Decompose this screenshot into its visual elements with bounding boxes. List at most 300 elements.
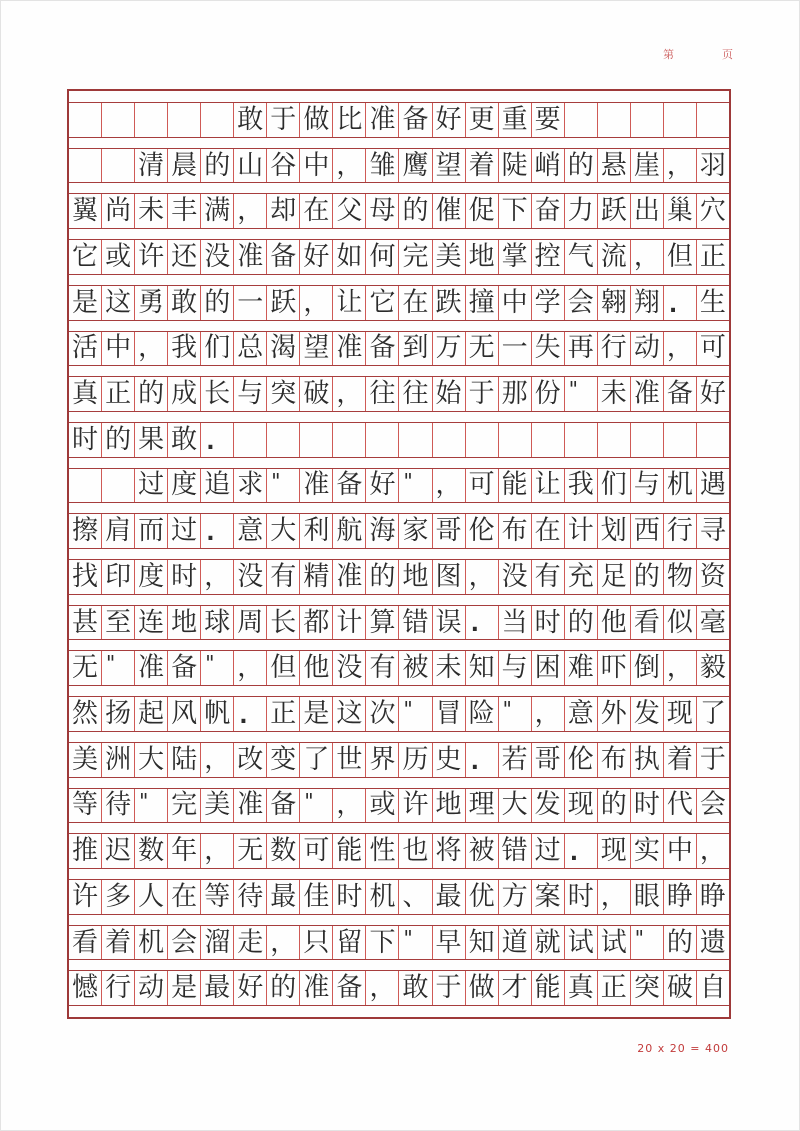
- grid-cell: [663, 194, 696, 228]
- handwritten-character: 气: [567, 241, 594, 273]
- handwritten-character: 往: [369, 378, 396, 410]
- handwritten-character: 算: [369, 607, 396, 638]
- grid-cell: [498, 423, 531, 457]
- grid-cell: [200, 651, 233, 685]
- grid-cell: [266, 194, 299, 228]
- grid-cell: [696, 377, 729, 411]
- grid-cell: [134, 606, 167, 640]
- row-gap: [69, 594, 729, 606]
- grid-cell: [597, 789, 630, 823]
- grid-cell: [597, 149, 630, 183]
- grid-cell: [663, 880, 696, 914]
- handwritten-character: 的: [369, 561, 396, 593]
- handwritten-character: 可: [699, 333, 726, 364]
- handwritten-character: 当: [501, 607, 528, 638]
- grid-cell: [200, 880, 233, 914]
- grid-cell: [299, 560, 332, 594]
- handwritten-character: 机: [369, 881, 396, 913]
- handwritten-character: 许: [138, 241, 165, 273]
- handwritten-character: 迟: [105, 835, 132, 867]
- grid-cell: [597, 332, 630, 366]
- grid-cell: [167, 926, 200, 960]
- grid-cell: [398, 971, 431, 1005]
- handwritten-character: 资: [699, 561, 726, 593]
- grid-cell: [465, 560, 498, 594]
- grid-cell: [398, 789, 431, 823]
- grid-cell: [663, 697, 696, 731]
- handwritten-character: 但: [270, 652, 297, 684]
- grid-cell: [101, 377, 134, 411]
- grid-cell: [498, 332, 531, 366]
- grid-cell: [498, 606, 531, 640]
- handwritten-character: 行: [105, 972, 132, 1004]
- grid-cell: [597, 743, 630, 777]
- handwritten-character: 敢: [171, 424, 198, 456]
- grid-cell: [69, 651, 101, 685]
- handwritten-character: 发: [633, 698, 660, 730]
- handwritten-character: 试: [600, 927, 627, 958]
- handwritten-character: 下: [369, 927, 396, 958]
- grid-cell: [498, 971, 531, 1005]
- handwritten-character: 都: [303, 607, 330, 638]
- handwritten-character: 优: [468, 881, 495, 913]
- grid-cell: [266, 240, 299, 274]
- grid-cell: [465, 926, 498, 960]
- grid-cell: [167, 697, 200, 731]
- handwritten-character: ，: [666, 150, 693, 181]
- handwritten-character: 准: [303, 972, 330, 1004]
- grid-cell: [299, 514, 332, 548]
- grid-cell: [200, 606, 233, 640]
- grid-cell: [398, 834, 431, 868]
- grid-cell: [332, 149, 365, 183]
- handwritten-character: 然: [72, 698, 99, 730]
- handwritten-character: 正: [270, 698, 297, 730]
- grid-cell: [663, 834, 696, 868]
- handwritten-character: 却: [270, 195, 297, 227]
- handwritten-character: 备: [336, 972, 363, 1004]
- grid-cell: [69, 286, 101, 320]
- grid-cell: [365, 789, 398, 823]
- grid-cell: [266, 971, 299, 1005]
- grid-cell: [101, 514, 134, 548]
- grid-cell: [299, 469, 332, 503]
- grid-cell: [101, 240, 134, 274]
- row-gap: [69, 639, 729, 651]
- grid-cell: [630, 469, 663, 503]
- handwritten-character: 准: [303, 470, 330, 501]
- handwritten-character: 的: [666, 927, 693, 958]
- handwritten-character: 流: [600, 241, 627, 273]
- handwritten-character: 的: [567, 150, 594, 181]
- grid-cell: [597, 514, 630, 548]
- grid-cell: [167, 469, 200, 503]
- grid-cell: [233, 743, 266, 777]
- grid-cell: [233, 971, 266, 1005]
- handwritten-character: 世: [336, 744, 363, 775]
- grid-cell: [365, 834, 398, 868]
- grid-cell: [398, 240, 431, 274]
- handwritten-character: 有: [270, 561, 297, 593]
- handwritten-character: .: [206, 520, 215, 547]
- grid-cell: [101, 743, 134, 777]
- handwritten-character: 让: [534, 470, 561, 501]
- grid-cell: [465, 606, 498, 640]
- handwritten-character: 被: [402, 652, 429, 684]
- grid-cell: [134, 789, 167, 823]
- handwritten-character: ，: [534, 698, 561, 730]
- handwritten-character: 万: [435, 333, 462, 364]
- handwritten-character: ，: [237, 195, 264, 227]
- grid-cell: [531, 651, 564, 685]
- grid-cell: [299, 240, 332, 274]
- grid-cell: [167, 514, 200, 548]
- handwritten-character: 等: [72, 790, 99, 821]
- handwritten-character: 更: [468, 104, 495, 136]
- handwritten-character: ": [403, 468, 413, 493]
- grid-cell: [465, 103, 498, 137]
- grid-cell: [69, 240, 101, 274]
- grid-cell: [398, 651, 431, 685]
- grid-cell: [696, 514, 729, 548]
- handwritten-character: 倒: [633, 652, 660, 684]
- handwritten-character: 求: [237, 470, 264, 501]
- handwritten-character: 勇: [138, 287, 165, 318]
- grid-cell: [597, 560, 630, 594]
- handwritten-character: 美: [72, 744, 99, 775]
- row-gap: [69, 182, 729, 194]
- grid-cell: [266, 560, 299, 594]
- grid-cell: [266, 789, 299, 823]
- grid-cell: [696, 743, 729, 777]
- handwritten-character: 了: [699, 698, 726, 730]
- handwritten-character: 现: [666, 698, 693, 730]
- grid-cell: [200, 469, 233, 503]
- handwritten-character: 大: [501, 790, 528, 821]
- grid-cell: [167, 743, 200, 777]
- handwritten-character: 憾: [72, 972, 99, 1004]
- handwritten-character: 破: [666, 972, 693, 1004]
- handwritten-character: 许: [72, 881, 99, 913]
- grid-cell: [299, 971, 332, 1005]
- grid-cell: [200, 697, 233, 731]
- handwritten-character: 物: [666, 561, 693, 593]
- handwritten-character: .: [470, 749, 479, 775]
- handwritten-character: 航: [336, 515, 363, 547]
- grid-cell: [332, 377, 365, 411]
- grid-cell: [432, 697, 465, 731]
- handwritten-character: ，: [369, 972, 396, 1004]
- handwritten-character: ，: [666, 333, 693, 364]
- grid-cell: [696, 469, 729, 503]
- grid-cell: [167, 606, 200, 640]
- handwritten-character: 们: [204, 333, 231, 364]
- grid-cell: [365, 514, 398, 548]
- handwritten-character: 备: [171, 652, 198, 684]
- grid-cell: [101, 149, 134, 183]
- row-gap: [69, 411, 729, 423]
- handwritten-character: 掌: [501, 241, 528, 273]
- handwritten-character: 数: [138, 835, 165, 867]
- handwritten-character: 下: [501, 195, 528, 227]
- handwritten-character: ": [271, 468, 281, 493]
- handwritten-character: 始: [435, 378, 462, 410]
- grid-cell: [332, 834, 365, 868]
- handwritten-character: 动: [633, 333, 660, 364]
- grid-cell: [498, 286, 531, 320]
- handwritten-character: 错: [402, 607, 429, 638]
- grid-cell: [134, 834, 167, 868]
- grid-cell: [531, 697, 564, 731]
- grid-cell: [531, 789, 564, 823]
- grid-cell: [630, 926, 663, 960]
- grid-cell: [564, 469, 597, 503]
- handwritten-character: 在: [402, 287, 429, 318]
- row-gap: [69, 548, 729, 560]
- grid-cell: [69, 194, 101, 228]
- grid-cell: [498, 240, 531, 274]
- grid-cell: [432, 651, 465, 685]
- handwritten-character: 我: [171, 333, 198, 364]
- grid-cell: [432, 971, 465, 1005]
- handwritten-character: 的: [402, 195, 429, 227]
- grid-cell: [200, 286, 233, 320]
- handwritten-character: 生: [699, 287, 726, 318]
- grid-cell: [332, 423, 365, 457]
- grid-cell: [564, 194, 597, 228]
- grid-cell: [167, 149, 200, 183]
- grid-cell: [266, 834, 299, 868]
- handwritten-character: 敢: [237, 104, 264, 136]
- grid-cell: [332, 971, 365, 1005]
- grid-cell: [266, 332, 299, 366]
- grid-cell: [101, 880, 134, 914]
- handwritten-character: 重: [501, 104, 528, 136]
- handwritten-character: ，: [600, 881, 627, 913]
- handwritten-character: ，: [237, 652, 264, 684]
- grid-cell: [398, 514, 431, 548]
- handwritten-character: ，: [138, 333, 165, 364]
- handwritten-character: 足: [600, 561, 627, 593]
- grid-cell: [299, 332, 332, 366]
- grid-cell: [696, 880, 729, 914]
- grid-cell: [365, 606, 398, 640]
- handwritten-character: ": [304, 788, 314, 813]
- row-gap: [69, 959, 729, 971]
- handwritten-character: 准: [237, 790, 264, 821]
- handwritten-character: 完: [171, 790, 198, 821]
- grid-cell: [597, 880, 630, 914]
- handwritten-character: 备: [402, 104, 429, 136]
- handwritten-character: 寻: [699, 515, 726, 547]
- handwritten-character: 在: [171, 881, 198, 913]
- handwritten-character: 球: [204, 607, 231, 638]
- handwritten-character: 过: [138, 470, 165, 501]
- handwritten-character: 于: [435, 972, 462, 1004]
- grid-cell: [266, 651, 299, 685]
- grid-cell: [432, 560, 465, 594]
- grid-cell: [564, 514, 597, 548]
- handwritten-character: 没: [237, 561, 264, 593]
- handwritten-character: 时: [171, 561, 198, 593]
- grid-cell: [597, 469, 630, 503]
- handwritten-character: 是: [72, 287, 99, 318]
- grid-cell: [233, 606, 266, 640]
- handwritten-character: 它: [369, 287, 396, 318]
- handwritten-character: 甚: [72, 607, 99, 638]
- handwritten-character: 洲: [105, 744, 132, 775]
- grid-cell: [498, 789, 531, 823]
- handwritten-character: 翼: [72, 195, 99, 227]
- grid-cell: [134, 423, 167, 457]
- grid-cell: [498, 377, 531, 411]
- grid-cell: [299, 286, 332, 320]
- handwritten-character: 也: [402, 835, 429, 867]
- handwritten-character: 正: [105, 378, 132, 410]
- handwritten-character: 溜: [204, 927, 231, 958]
- grid-cell: [101, 789, 134, 823]
- handwritten-character: 于: [270, 104, 297, 136]
- grid-cell: [332, 332, 365, 366]
- grid-cell: [101, 469, 134, 503]
- grid-cell: [564, 971, 597, 1005]
- grid-cell: [233, 194, 266, 228]
- handwritten-character: 伦: [468, 515, 495, 547]
- handwritten-character: 真: [72, 378, 99, 410]
- page-number-label-left: 第: [663, 48, 674, 61]
- handwritten-character: 行: [666, 515, 693, 547]
- handwritten-character: 好: [303, 241, 330, 273]
- handwritten-character: 着: [468, 150, 495, 181]
- grid-cell: [498, 880, 531, 914]
- grid-cell: [432, 423, 465, 457]
- grid-cell: [432, 194, 465, 228]
- text-row: [69, 560, 729, 594]
- handwritten-character: 再: [567, 333, 594, 364]
- handwritten-character: 们: [600, 470, 627, 501]
- handwritten-character: 未: [435, 652, 462, 684]
- handwritten-character: 与: [633, 470, 660, 501]
- handwritten-character: 发: [534, 790, 561, 821]
- handwritten-character: 地: [435, 790, 462, 821]
- handwritten-character: 的: [105, 424, 132, 456]
- grid-cell: [465, 377, 498, 411]
- grid-cell: [101, 194, 134, 228]
- grid-cell: [365, 971, 398, 1005]
- handwritten-character: 毅: [699, 652, 726, 684]
- grid-cell: [432, 149, 465, 183]
- handwritten-character: 划: [600, 515, 627, 547]
- grid-cell: [432, 880, 465, 914]
- grid-cell: [498, 651, 531, 685]
- handwritten-character: 没: [501, 561, 528, 593]
- handwritten-character: ": [502, 697, 512, 722]
- grid-cell: [531, 560, 564, 594]
- grid-cell: [531, 149, 564, 183]
- grid-cell: [663, 606, 696, 640]
- handwritten-character: 总: [237, 333, 264, 364]
- handwritten-character: 眼: [633, 881, 660, 913]
- text-row: [69, 697, 729, 731]
- grid-cell: [432, 469, 465, 503]
- grid-cell: [597, 651, 630, 685]
- grid-cell: [365, 880, 398, 914]
- handwritten-character: 如: [336, 241, 363, 273]
- grid-cell: [69, 789, 101, 823]
- grid-cell: [630, 789, 663, 823]
- grid-cell: [332, 606, 365, 640]
- handwritten-character: 未: [600, 378, 627, 410]
- handwritten-character: 备: [270, 241, 297, 273]
- grid-cell: [233, 332, 266, 366]
- handwritten-character: 过: [534, 835, 561, 867]
- handwritten-character: 这: [105, 287, 132, 318]
- handwritten-character: 印: [105, 561, 132, 593]
- handwritten-character: 有: [369, 652, 396, 684]
- text-row: [69, 651, 729, 685]
- grid-cell: [398, 332, 431, 366]
- row-gap: [69, 502, 729, 514]
- grid-cell: [630, 880, 663, 914]
- grid-cell: [531, 286, 564, 320]
- grid-cell: [564, 149, 597, 183]
- handwritten-character: 好: [369, 470, 396, 501]
- handwritten-character: 留: [336, 927, 363, 958]
- handwritten-character: 家: [402, 515, 429, 547]
- handwritten-character: 最: [204, 972, 231, 1004]
- handwritten-character: 长: [204, 378, 231, 410]
- grid-cell: [365, 377, 398, 411]
- grid-cell: [101, 651, 134, 685]
- row-gap: [69, 137, 729, 149]
- text-row: [69, 332, 729, 366]
- handwritten-character: 跃: [600, 195, 627, 227]
- grid-cell: [432, 834, 465, 868]
- grid-cell: [531, 103, 564, 137]
- handwritten-character: 知: [468, 652, 495, 684]
- grid-cell: [663, 971, 696, 1005]
- grid-cell: [134, 560, 167, 594]
- handwritten-character: 将: [435, 835, 462, 867]
- handwritten-character: 似: [666, 607, 693, 638]
- grid-cell: [564, 926, 597, 960]
- grid-cell: [200, 743, 233, 777]
- handwritten-character: 哥: [435, 515, 462, 547]
- handwritten-character: 佳: [303, 881, 330, 913]
- handwritten-character: ": [106, 651, 116, 676]
- grid-cell: [432, 377, 465, 411]
- grid-cell: [101, 834, 134, 868]
- handwritten-character: 险: [468, 698, 495, 730]
- handwritten-character: 能: [336, 835, 363, 867]
- grid-cell: [365, 651, 398, 685]
- handwritten-character: 界: [369, 744, 396, 775]
- grid-cell: [597, 423, 630, 457]
- handwritten-character: 看: [72, 927, 99, 958]
- handwritten-character: 才: [501, 972, 528, 1004]
- grid-cell: [365, 149, 398, 183]
- handwritten-character: 我: [567, 470, 594, 501]
- grid-cell: [299, 926, 332, 960]
- grid-cell: [332, 651, 365, 685]
- grid-cell: [663, 149, 696, 183]
- grid-cell: [597, 286, 630, 320]
- handwritten-character: 晨: [171, 150, 198, 181]
- grid-cell: [432, 332, 465, 366]
- grid-cell: [597, 606, 630, 640]
- handwritten-character: 中: [501, 287, 528, 318]
- handwritten-character: 的: [204, 150, 231, 181]
